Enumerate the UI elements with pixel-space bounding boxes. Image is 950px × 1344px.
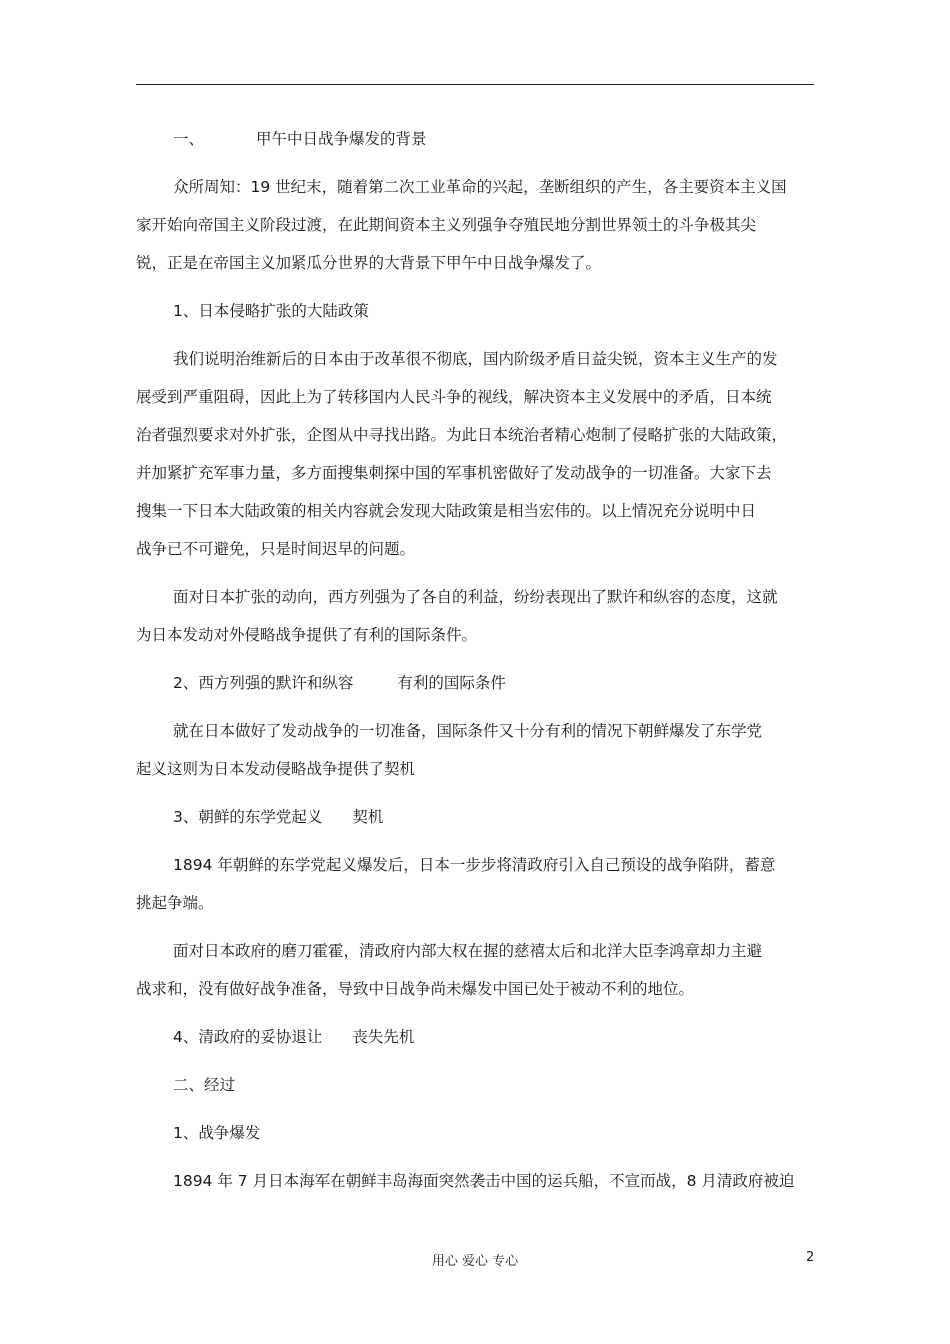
footer-motto: 用心 爱心 专心 xyxy=(431,1254,519,1269)
section-heading: 一、 甲午中日战争爆发的背景 xyxy=(173,130,427,148)
subheading: 3、朝鲜的东学党起义 契机 xyxy=(173,808,384,826)
subheading: 1、日本侵略扩张的大陆政策 xyxy=(173,302,369,320)
page-number: 2 xyxy=(806,1250,815,1265)
paragraph: 1894 年 7 月日本海军在朝鲜丰岛海面突然袭击中国的运兵船，不宣而战，8 月清政府被迫 xyxy=(173,1172,795,1190)
paragraph: 面对日本扩张的动向，西方列强为了各自的利益，纷纷表现出了默许和纵容的态度，这就 为日本发动对外侵略战争提供了有利的国际条件。 xyxy=(136,588,778,644)
subheading: 4、清政府的妥协退让 丧失先机 xyxy=(173,1028,415,1046)
header-rule xyxy=(136,84,814,85)
section-heading: 二、经过 xyxy=(173,1076,236,1094)
document-body xyxy=(136,120,816,1200)
paragraph: 就在日本做好了发动战争的一切准备，国际条件又十分有利的情况下朝鲜爆发了东学党 起义这则为日本发动侵略战争提供了契机 xyxy=(136,722,763,778)
paragraph: 1894 年朝鲜的东学党起义爆发后，日本一步步将清政府引入自己预设的战争陷阱，蓄意 挑起争端。 xyxy=(136,856,776,912)
subheading: 1、战争爆发 xyxy=(173,1124,261,1142)
paragraph: 我们说明治维新后的日本由于改革很不彻底，国内阶级矛盾日益尖锐，资本主义生产的发 展受到严重阻碍，因此上为了转移国内人民斗争的视线，解决资本主义发展中的矛盾，日本统 治者强烈要求对外扩张，企图从中寻找出路。为此日本统治者精心炮制了侵略扩张的大陆政策， 并加紧扩充军事力量，多方面搜集刺探中国的军事机密做好了发动战争的一切准备。大家下去 搜集一下日本大陆政策的相关内容就会发现大陆政策是相当宏伟的。以上情况充分说明中日 战争已不可避免，只是时间迟早的问题。 xyxy=(136,350,788,558)
subheading: 2、西方列强的默许和纵容 有利的国际条件 xyxy=(173,674,506,692)
paragraph: 众所周知：19 世纪末，随着第二次工业革命的兴起，垄断组织的产生，各主要资本主义国 家开始向帝国主义阶段过渡，在此期间资本主义列强争夺殖民地分割世界领土的斗争极其尖 锐，正是在帝国主义加紧瓜分世界的大背景下甲午中日战争爆发了。 xyxy=(136,178,787,272)
paragraph: 面对日本政府的磨刀霍霍，清政府内部大权在握的慈禧太后和北洋大臣李鸿章却力主避 战求和，没有做好战争准备，导致中日战争尚未爆发中国已处于被动不利的地位。 xyxy=(136,942,763,998)
